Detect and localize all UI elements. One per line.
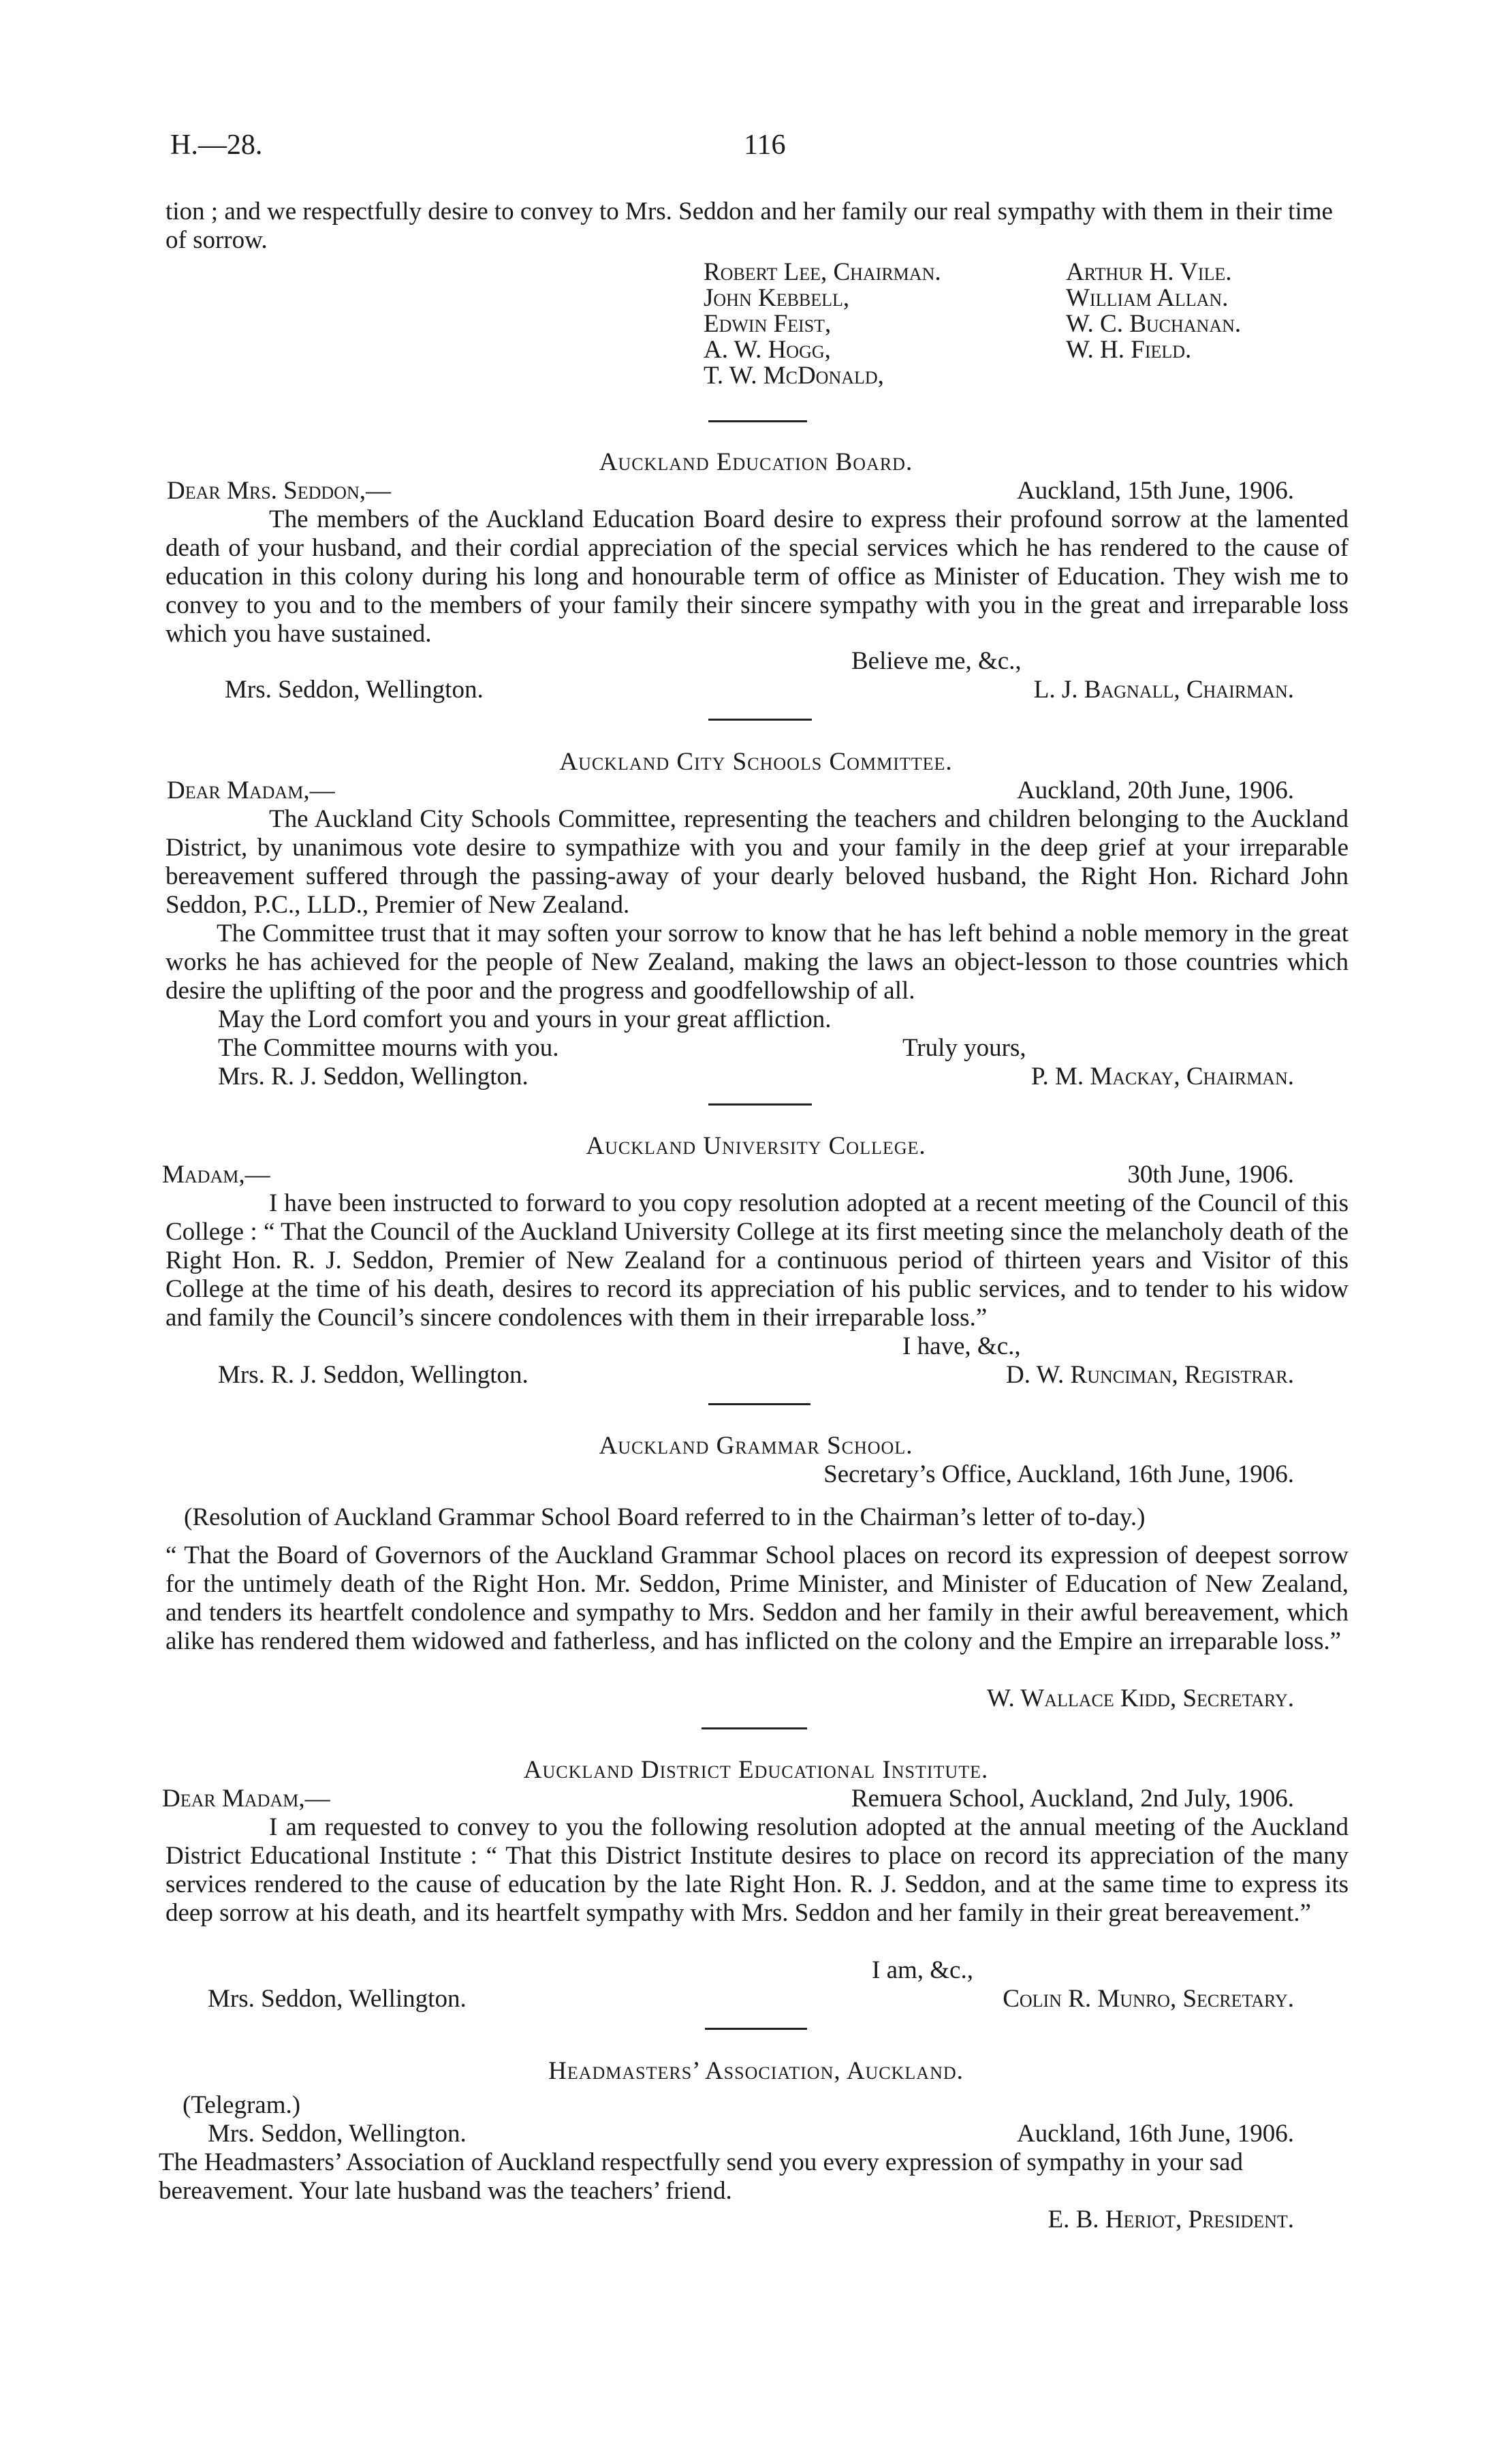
letter-addressee: Mrs. Seddon, Wellington. <box>225 676 484 704</box>
signatory: T. W. McDonald, <box>704 362 884 390</box>
letter-date: Auckland, 20th June, 1906. <box>1017 777 1294 804</box>
letter-signature: Colin R. Munro, Secretary. <box>1003 1985 1294 2013</box>
section-heading: Auckland District Educational Institute. <box>523 1756 989 1784</box>
section-divider <box>708 1103 812 1106</box>
section-divider <box>708 420 807 422</box>
letter-body: The Auckland City Schools Committee, representing the teachers and children belonging to the Auckland District, by unanimous vote desire to sympathize with you and your family in the deep grief at your irreparable bereavement suffered through the passing-away of your dearly beloved husband, the Right Hon. Richard John Seddon, P.C., LLD., Premier of New Zealand. <box>166 805 1349 919</box>
letter-closing: Truly yours, <box>902 1034 1026 1062</box>
letter-date: 30th June, 1906. <box>1127 1161 1294 1189</box>
salutation: Dear Mrs. Seddon,— <box>167 477 391 505</box>
letter-body: May the Lord comfort you and yours in your great affliction. <box>218 1005 832 1033</box>
letter-date: Auckland, 16th June, 1906. <box>1017 2120 1294 2148</box>
letter-addressee: Mrs. R. J. Seddon, Wellington. <box>218 1361 529 1389</box>
letter-date: Secretary’s Office, Auckland, 16th June, 1906. <box>823 1460 1294 1488</box>
section-divider <box>708 1403 810 1405</box>
salutation: Dear Madam,— <box>167 777 335 804</box>
signatory: A. W. Hogg, <box>704 336 831 364</box>
section-heading: Auckland City Schools Committee. <box>559 748 953 776</box>
page-number: 116 <box>744 129 786 161</box>
telegram-note: (Telegram.) <box>183 2091 301 2119</box>
letter-closing: I am, &c., <box>872 1956 973 1984</box>
signatory: John Kebbell, <box>704 284 850 312</box>
section-heading: Auckland University College. <box>586 1132 926 1160</box>
letter-closing: Believe me, &c., <box>851 647 1022 675</box>
resolution-text: “ That the Board of Governors of the Auckland Grammar School places on record its expression of deepest sorrow for the untimely death of the Right Hon. Mr. Seddon, Prime Minister, and Minister of Education of New Zealand, and tenders its heartfelt condolence and sympathy to Mrs. Seddon and her family in their awful bereavement, which alike has rendered them widowed and fatherless, and has inflicted on the colony and the Empire an irreparable loss.” <box>166 1541 1349 1655</box>
letter-addressee: Mrs. Seddon, Wellington. <box>208 2120 467 2148</box>
page-reference: H.—28. <box>170 129 263 161</box>
signatory: W. H. Field. <box>1066 336 1192 364</box>
section-heading: Auckland Grammar School. <box>599 1432 913 1460</box>
letter-signature: W. Wallace Kidd, Secretary. <box>986 1684 1294 1712</box>
section-divider <box>705 2028 807 2030</box>
section-divider <box>708 719 812 721</box>
section-divider <box>702 1727 807 1729</box>
letter-body: The members of the Auckland Education Board desire to express their profound sorrow at the lamented death of your husband, and their cordial appreciation of the special services which he has rendered to the cause of education in this colony during his long and honourable term of office as Minister of Education. They wish me to convey to you and to the members of your family their sincere sympathy with you in the great and irreparable loss which you have sustained. <box>166 505 1349 648</box>
signatory: William Allan. <box>1066 284 1229 312</box>
continuation-text: tion ; and we respectfully desire to convey to Mrs. Seddon and her family our real sympathy with them in their time of sorrow. <box>166 198 1333 254</box>
signatory: Edwin Feist, <box>704 310 832 338</box>
letter-body: The Headmasters’ Association of Auckland respectfully send you every expression of sympathy in your sad bereavement. Your late husband was the teachers’ friend. <box>159 2148 1243 2205</box>
section-heading: Headmasters’ Association, Auckland. <box>548 2057 964 2085</box>
signatory: Robert Lee, Chairman. <box>704 258 941 286</box>
salutation: Madam,— <box>162 1161 270 1189</box>
letter-signature: E. B. Heriot, President. <box>1048 2206 1294 2233</box>
letter-date: Remuera School, Auckland, 2nd July, 1906. <box>851 1785 1294 1813</box>
letter-body: I have been instructed to forward to you copy resolution adopted at a recent meeting of the Council of this College : “ That the Council of the Auckland University College at its first meeting since the melancholy death of the Right Hon. R. J. Seddon, Premier of New Zealand for a continuous period of thirteen years and Visitor of this College at the time of his death, desires to record its appreciation of his public services, and to tender to his widow and family the Council’s sincere condolences with them in their irreparable loss.” <box>166 1189 1349 1332</box>
letter-body: The Committee mourns with you. <box>218 1034 559 1062</box>
letter-addressee: Mrs. Seddon, Wellington. <box>208 1985 467 2013</box>
letter-body: I am requested to convey to you the following resolution adopted at the annual meeting of the Auckland District Educational Institute : “ That this District Institute desires to place on record its appreciation of the many services rendered to the cause of education by the late Right Hon. R. J. Seddon, and at the same time to express its deep sorrow at his death, and its heartfelt sympathy with Mrs. Seddon and her family in their great bereavement.” <box>166 1813 1349 1927</box>
resolution-note: (Resolution of Auckland Grammar School Board referred to in the Chairman’s letter of to-day.) <box>184 1503 1146 1531</box>
letter-signature: P. M. Mackay, Chairman. <box>1031 1063 1294 1091</box>
signatory: Arthur H. Vile. <box>1066 258 1232 286</box>
letter-signature: D. W. Runciman, Registrar. <box>1005 1361 1294 1389</box>
letter-signature: L. J. Bagnall, Chairman. <box>1033 676 1294 704</box>
salutation: Dear Madam,— <box>162 1785 330 1813</box>
section-heading: Auckland Education Board. <box>599 448 913 476</box>
letter-closing: I have, &c., <box>902 1332 1021 1360</box>
letter-body: The Committee trust that it may soften your sorrow to know that he has left behind a noble memory in the great works he has achieved for the people of New Zealand, making the laws an object-lesson to those countries which desire the uplifting of the poor and the progress and goodfellowship of all. <box>166 920 1349 1005</box>
letter-date: Auckland, 15th June, 1906. <box>1017 477 1294 505</box>
letter-addressee: Mrs. R. J. Seddon, Wellington. <box>218 1063 529 1091</box>
signatory: W. C. Buchanan. <box>1066 310 1242 338</box>
